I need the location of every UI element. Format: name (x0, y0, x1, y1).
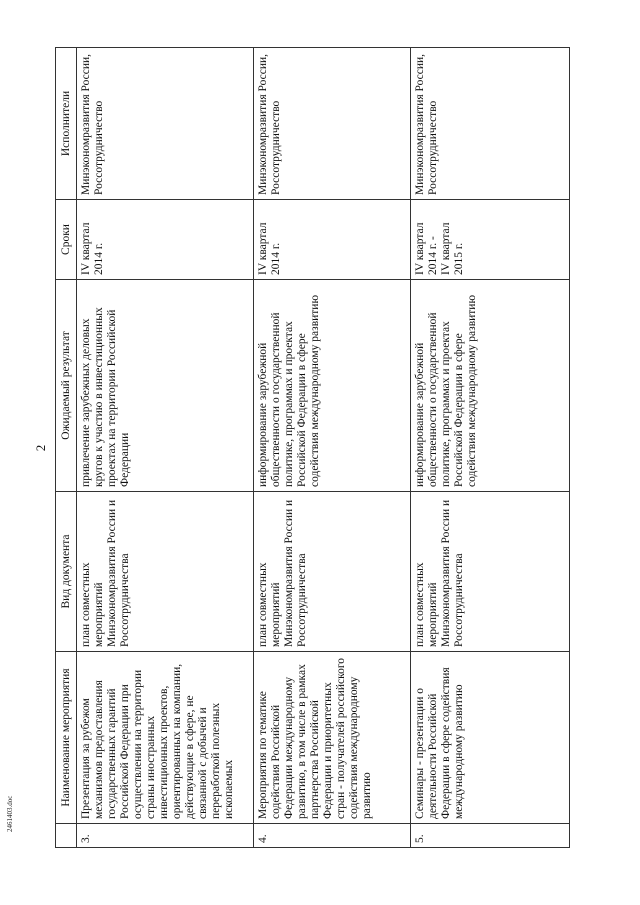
measures-table (55, 47, 570, 848)
document-type: план совместных мероприятий Минэкономразвития России и Россотрудничества (254, 492, 411, 652)
term-line: 2014 г. (93, 242, 105, 275)
page-number: 2 (33, 444, 48, 452)
term-line: 2014 г. (270, 242, 282, 275)
term-line: IV квартал (440, 222, 452, 275)
document-type: план совместных мероприятий Минэкономразвития России и Россотрудничества (77, 492, 254, 652)
table-row (254, 48, 411, 848)
row-number: 5. (411, 824, 570, 848)
table-row (411, 48, 570, 848)
term-line: 2015 г. (453, 242, 465, 275)
header-term: Сроки (56, 200, 77, 280)
expected-result: информирование зарубежной общественности о государственной политике, программах и проектах Российской Федерации в сфере содействия международному развитию (254, 280, 411, 492)
rotated-landscape-page (33, 48, 587, 848)
header-name: Наименование мероприятия (56, 652, 77, 824)
term-line: 2014 г. - (427, 236, 439, 275)
executors: Минэкономразвития России, Россотрудничество (254, 48, 411, 200)
row-number: 4. (254, 824, 411, 848)
term-line: IV квартал (257, 222, 269, 275)
measure-name: Семинары - презентации о деятельности Российской Федерации в сфере содействия международному развитию (411, 652, 570, 824)
header-executors: Исполнители (56, 48, 77, 200)
measure-name: Мероприятия по тематике содействия Российской Федерации международному развитию, в том числе в рамках партнерства Российской Федерации и приоритетных стран - получателей российского содействия международному развитию (254, 652, 411, 824)
executors: Минэкономразвития России, Россотрудничество (77, 48, 254, 200)
term-cell (254, 200, 411, 280)
row-number: 3. (77, 824, 254, 848)
measure-name: Презентация за рубежом механизмов предоставления государственных гарантий Российской Федерации при осуществлении на территории страны иностранных инвестиционных проектов, ориентированных на компании, действующие в сфере, не связанной с добычей и переработкой полезных ископаемых (77, 652, 254, 824)
term-cell (411, 200, 570, 280)
footer-file-code: 2461403.doc (6, 795, 14, 832)
table-row (77, 48, 254, 848)
document-type: план совместных мероприятий Минэкономразвития России и Россотрудничества (411, 492, 570, 652)
term-line: IV квартал (414, 222, 426, 275)
header-doc-type: Вид документа (56, 492, 77, 652)
executors: Минэкономразвития России, Россотрудничество (411, 48, 570, 200)
expected-result: привлечение зарубежных деловых кругов к участию в инвестиционных проектах на территории Российской Федерации (77, 280, 254, 492)
expected-result: информирование зарубежной общественности о государственной политике, программах и проектах Российской Федерации в сфере содействия международному развитию (411, 280, 570, 492)
table-header-row (56, 48, 77, 848)
header-result: Ожидаемый результат (56, 280, 77, 492)
term-cell (77, 200, 254, 280)
header-num (56, 824, 77, 848)
term-line: IV квартал (80, 222, 92, 275)
